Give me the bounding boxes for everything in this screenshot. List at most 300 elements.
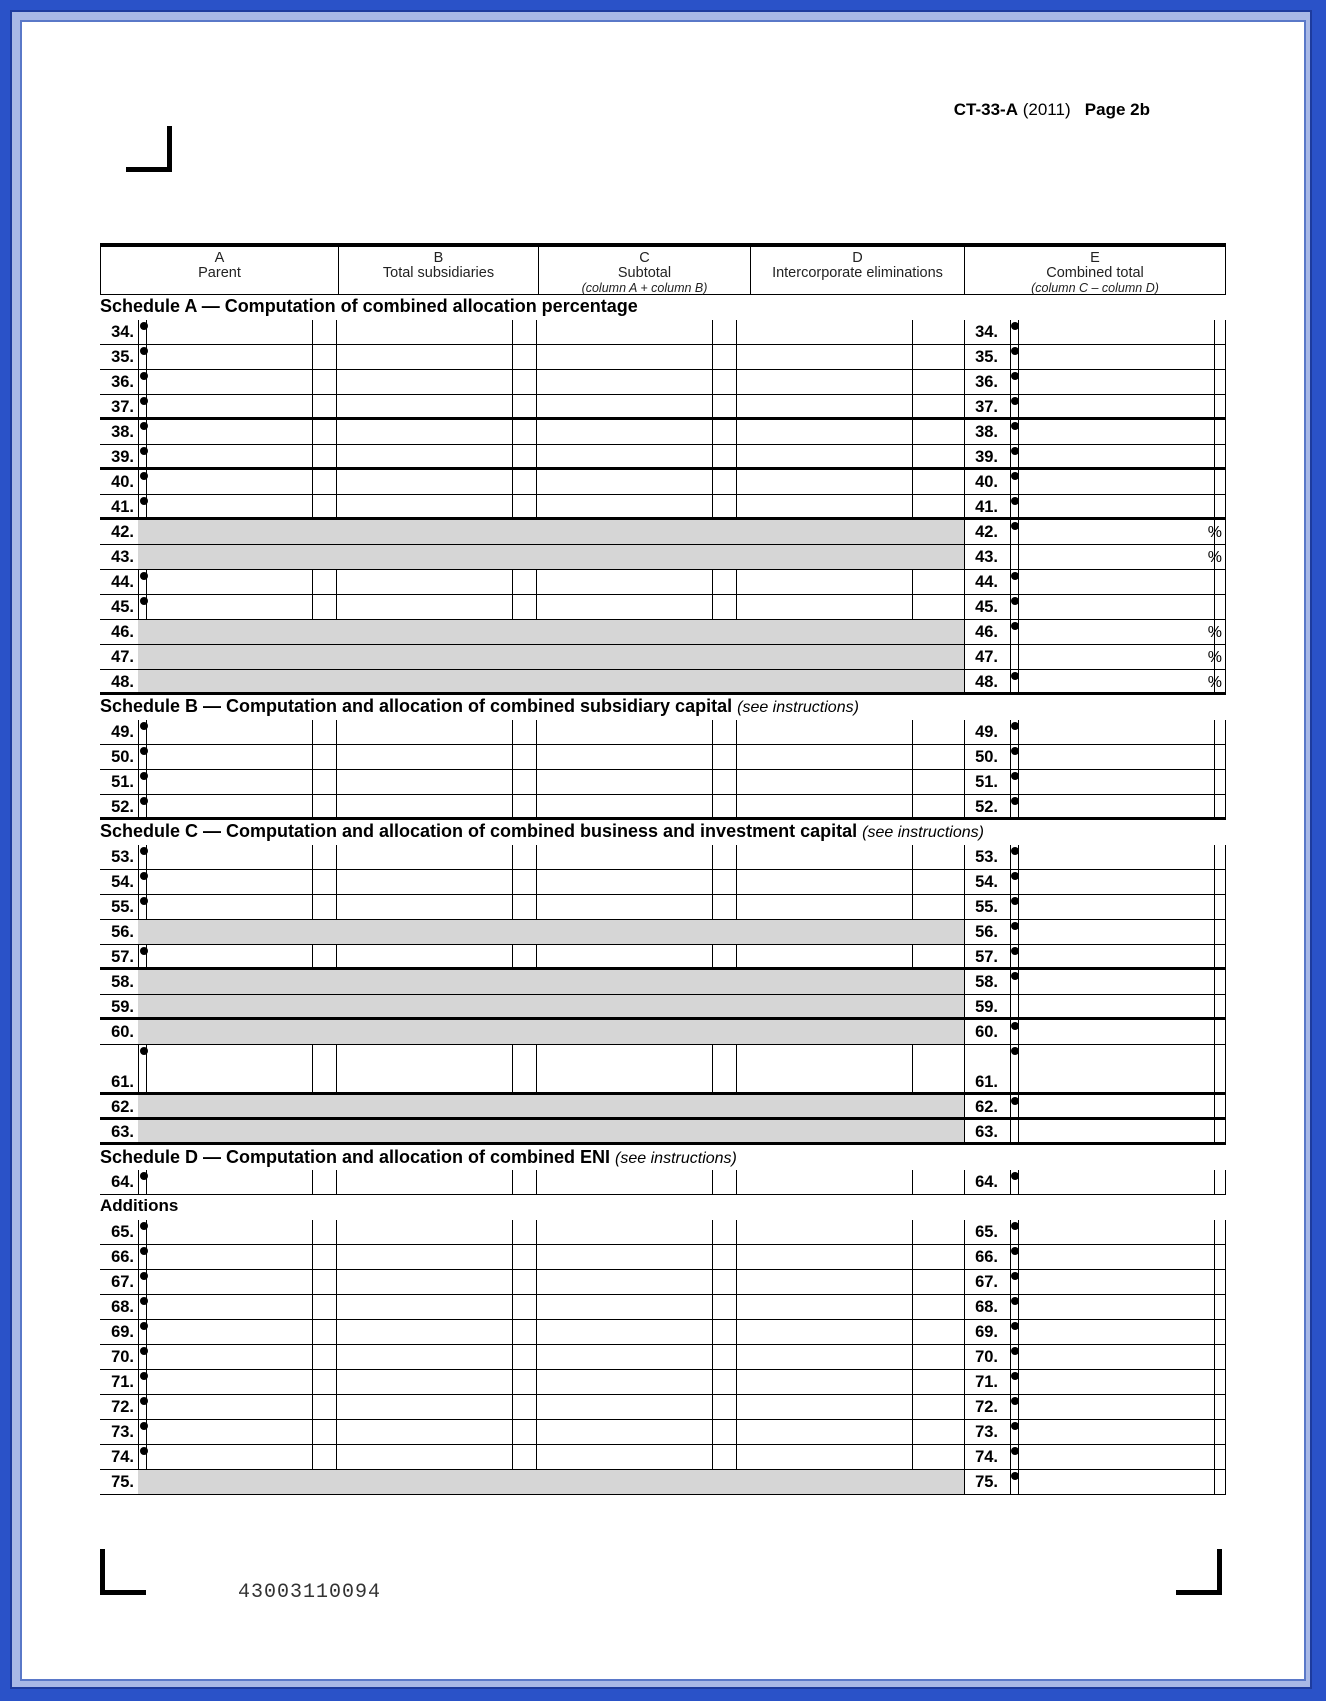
shaded-cell (138, 545, 964, 570)
cell-divider (712, 1170, 713, 1195)
entry-bullet-icon (1011, 897, 1019, 905)
column-label: Subtotal (617, 265, 672, 281)
schedule-b-title (100, 696, 859, 717)
line-59-row (100, 995, 1226, 1020)
cell-divider (912, 870, 913, 895)
entry-bullet-icon (1011, 372, 1019, 380)
cell-divider (736, 1445, 737, 1470)
entry-bullet-icon (140, 447, 148, 455)
cell-divider (1225, 545, 1226, 570)
cell-divider (312, 745, 313, 770)
cell-divider (536, 345, 537, 370)
cell-divider (1018, 645, 1019, 670)
entry-bullet-icon (140, 722, 148, 730)
cell-divider (1214, 1420, 1215, 1445)
line-number-a: 34. (111, 323, 134, 341)
cell-divider (138, 1445, 139, 1470)
cell-divider (736, 1295, 737, 1320)
entry-bullet-icon (1011, 1297, 1019, 1305)
cell-divider (712, 345, 713, 370)
line-number-a: 36. (111, 373, 134, 391)
row-rule (100, 1194, 1226, 1195)
cell-divider (512, 845, 513, 870)
column-letter: B (433, 250, 444, 266)
cell-divider (912, 420, 913, 445)
cell-divider (336, 1370, 337, 1395)
line-number-e: 54. (975, 873, 998, 891)
line-number-a: 38. (111, 423, 134, 441)
cell-divider (736, 1170, 737, 1195)
cell-divider (1225, 1270, 1226, 1295)
line-number-e: 48. (975, 673, 998, 691)
cell-divider (912, 1295, 913, 1320)
cell-divider (1010, 645, 1011, 670)
line-number-e: 73. (975, 1423, 998, 1441)
line-number-a: 73. (111, 1423, 134, 1441)
cell-divider (712, 595, 713, 620)
cell-divider (336, 420, 337, 445)
cell-divider (536, 320, 537, 345)
line-number-e: 51. (975, 773, 998, 791)
column-letter: E (1090, 250, 1100, 266)
cell-divider (1225, 845, 1226, 870)
line-number-a: 52. (111, 798, 134, 816)
line-number-a: 45. (111, 598, 134, 616)
line-47-row (100, 645, 1226, 670)
entry-bullet-icon (140, 347, 148, 355)
entry-bullet-icon (140, 497, 148, 505)
cell-divider (912, 320, 913, 345)
cell-divider (536, 1395, 537, 1420)
line-number-a: 67. (111, 1273, 134, 1291)
cell-divider (736, 1245, 737, 1270)
cell-divider (138, 1420, 139, 1445)
cell-divider (138, 1170, 139, 1195)
cell-divider (536, 1045, 537, 1095)
cell-divider (712, 370, 713, 395)
cell-divider (336, 720, 337, 745)
row-rule (100, 817, 1226, 820)
cell-divider (312, 1345, 313, 1370)
cell-divider (312, 870, 313, 895)
column-label: Total subsidiaries (382, 265, 495, 281)
cell-divider (736, 345, 737, 370)
cell-divider (512, 420, 513, 445)
cell-divider (912, 345, 913, 370)
entry-bullet-icon (1011, 497, 1019, 505)
cell-divider (1225, 745, 1226, 770)
cell-divider (712, 1445, 713, 1470)
line-number-a: 42. (111, 523, 134, 541)
entry-bullet-icon (1011, 1322, 1019, 1330)
line-44-row (100, 570, 1226, 595)
line-number-e: 68. (975, 1298, 998, 1316)
cell-divider (1214, 470, 1215, 495)
entry-bullet-icon (1011, 797, 1019, 805)
entry-bullet-icon (140, 872, 148, 880)
cell-divider (1214, 1395, 1215, 1420)
cell-divider (1225, 570, 1226, 595)
cell-divider (536, 470, 537, 495)
cell-divider (912, 1045, 913, 1095)
cell-divider (536, 870, 537, 895)
cell-divider (312, 1045, 313, 1095)
cell-divider (712, 895, 713, 920)
cell-divider (1214, 1220, 1215, 1245)
column-label: Intercorporate eliminations (772, 265, 943, 281)
entry-bullet-icon (1011, 447, 1019, 455)
cell-divider (312, 845, 313, 870)
line-35-row (100, 345, 1226, 370)
entry-bullet-icon (140, 397, 148, 405)
cell-divider (536, 1345, 537, 1370)
line-number-e: 60. (975, 1023, 998, 1041)
line-number-e: 46. (975, 623, 998, 641)
entry-bullet-icon (1011, 472, 1019, 480)
schedule-title-text: Schedule A — Computation of combined allocation percentage (100, 296, 638, 316)
entry-bullet-icon (1011, 722, 1019, 730)
line-43-row (100, 545, 1226, 570)
cell-divider (512, 1395, 513, 1420)
entry-bullet-icon (140, 1447, 148, 1455)
entry-bullet-icon (140, 1322, 148, 1330)
cell-divider (1225, 1045, 1226, 1095)
line-number-a: 43. (111, 548, 134, 566)
line-number-a: 47. (111, 648, 134, 666)
cell-divider (312, 320, 313, 345)
cell-divider (536, 1295, 537, 1320)
cell-divider (336, 1445, 337, 1470)
cell-divider (138, 1045, 139, 1095)
cell-divider (512, 570, 513, 595)
line-36-row (100, 370, 1226, 395)
cell-divider (912, 595, 913, 620)
entry-bullet-icon (140, 1397, 148, 1405)
cell-divider (736, 720, 737, 745)
cell-divider (1225, 420, 1226, 445)
cell-divider (336, 895, 337, 920)
cell-divider (536, 370, 537, 395)
line-number-a: 66. (111, 1248, 134, 1266)
cell-divider (138, 370, 139, 395)
cell-divider (712, 1420, 713, 1445)
entry-bullet-icon (140, 1047, 148, 1055)
entry-bullet-icon (140, 747, 148, 755)
line-number-e: 72. (975, 1398, 998, 1416)
schedule-note: (see instructions) (615, 1150, 737, 1167)
entry-bullet-icon (1011, 1047, 1019, 1055)
line-number-e: 55. (975, 898, 998, 916)
cell-divider (512, 1220, 513, 1245)
cell-divider (1214, 1020, 1215, 1045)
column-d-header (750, 247, 964, 294)
cell-divider (536, 570, 537, 595)
line-54-row (100, 870, 1226, 895)
line-number-a: 51. (111, 773, 134, 791)
cell-divider (1010, 545, 1011, 570)
cell-divider (1018, 545, 1019, 570)
cell-divider (536, 770, 537, 795)
line-number-e: 59. (975, 998, 998, 1016)
column-sublabel: (column C – column D) (1031, 281, 1159, 295)
cell-divider (1225, 620, 1226, 645)
cell-divider (1214, 320, 1215, 345)
line-number-a: 65. (111, 1223, 134, 1241)
cell-divider (336, 470, 337, 495)
cell-divider (138, 1320, 139, 1345)
cell-divider (1225, 645, 1226, 670)
cell-divider (512, 770, 513, 795)
line-51-row (100, 770, 1226, 795)
line-number-e: 71. (975, 1373, 998, 1391)
cell-divider (736, 370, 737, 395)
entry-bullet-icon (140, 947, 148, 955)
cell-divider (736, 770, 737, 795)
entry-bullet-icon (1011, 972, 1019, 980)
cell-divider (912, 1420, 913, 1445)
cell-divider (336, 320, 337, 345)
cell-divider (712, 870, 713, 895)
line-number-e: 67. (975, 1273, 998, 1291)
cell-divider (312, 570, 313, 595)
cell-divider (1214, 1445, 1215, 1470)
line-number-a: 41. (111, 498, 134, 516)
cell-divider (536, 1270, 537, 1295)
cell-divider (512, 1420, 513, 1445)
cell-divider (536, 1170, 537, 1195)
cell-divider (336, 1320, 337, 1345)
entry-bullet-icon (140, 1222, 148, 1230)
cell-divider (912, 720, 913, 745)
cell-divider (336, 595, 337, 620)
entry-bullet-icon (1011, 1422, 1019, 1430)
line-34-row (100, 320, 1226, 345)
entry-bullet-icon (1011, 872, 1019, 880)
schedule-title-text: Schedule B — Computation and allocation of combined subsidiary capital (100, 696, 733, 716)
cell-divider (712, 770, 713, 795)
registration-mark-bottom-left (100, 1549, 146, 1595)
cell-divider (1225, 320, 1226, 345)
cell-divider (336, 1220, 337, 1245)
cell-divider (138, 720, 139, 745)
cell-divider (1214, 1170, 1215, 1195)
cell-divider (1225, 1170, 1226, 1195)
cell-divider (312, 1170, 313, 1195)
cell-divider (312, 1420, 313, 1445)
line-number-e: 34. (975, 323, 998, 341)
line-number-e: 61. (975, 1073, 998, 1091)
line-number-a: 63. (111, 1123, 134, 1141)
line-number-a: 75. (111, 1473, 134, 1491)
cell-divider (512, 745, 513, 770)
cell-divider (912, 1445, 913, 1470)
cell-divider (1214, 370, 1215, 395)
cell-divider (536, 1370, 537, 1395)
line-55-row (100, 895, 1226, 920)
cell-divider (736, 1395, 737, 1420)
line-50-row (100, 745, 1226, 770)
line-number-e: 40. (975, 473, 998, 491)
cell-divider (712, 1395, 713, 1420)
cell-divider (1214, 1470, 1215, 1495)
cell-divider (712, 1270, 713, 1295)
cell-divider (736, 1370, 737, 1395)
cell-divider (1225, 595, 1226, 620)
cell-divider (138, 470, 139, 495)
cell-divider (712, 1220, 713, 1245)
entry-bullet-icon (140, 897, 148, 905)
cell-divider (1225, 720, 1226, 745)
cell-divider (336, 1295, 337, 1320)
line-number-a: 40. (111, 473, 134, 491)
cell-divider (712, 1045, 713, 1095)
line-number-a: 70. (111, 1348, 134, 1366)
cell-divider (712, 845, 713, 870)
cell-divider (736, 870, 737, 895)
cell-divider (336, 1045, 337, 1095)
cell-divider (312, 370, 313, 395)
line-number-e: 39. (975, 448, 998, 466)
cell-divider (1214, 920, 1215, 945)
cell-divider (536, 1445, 537, 1470)
cell-divider (312, 1220, 313, 1245)
cell-divider (1225, 370, 1226, 395)
cell-divider (1225, 1295, 1226, 1320)
entry-bullet-icon (140, 1297, 148, 1305)
cell-divider (736, 745, 737, 770)
cell-divider (1225, 1320, 1226, 1345)
cell-divider (712, 470, 713, 495)
cell-divider (736, 1420, 737, 1445)
cell-divider (712, 1370, 713, 1395)
column-a-header (100, 247, 338, 294)
line-39-row (100, 445, 1226, 470)
cell-divider (312, 1370, 313, 1395)
cell-divider (336, 770, 337, 795)
cell-divider (512, 870, 513, 895)
entry-bullet-icon (140, 372, 148, 380)
cell-divider (1214, 970, 1215, 995)
row-rule (100, 1494, 1226, 1495)
cell-divider (912, 1345, 913, 1370)
entry-bullet-icon (140, 1247, 148, 1255)
cell-divider (336, 845, 337, 870)
line-number-a: 56. (111, 923, 134, 941)
percent-sign: % (1207, 549, 1222, 566)
entry-bullet-icon (1011, 922, 1019, 930)
cell-divider (1225, 1020, 1226, 1045)
cell-divider (1214, 1295, 1215, 1320)
cell-divider (312, 1295, 313, 1320)
column-letter: A (214, 250, 225, 266)
line-number-a: 37. (111, 398, 134, 416)
page-number: Page 2b (1084, 100, 1150, 119)
line-number-a: 46. (111, 623, 134, 641)
schedule-note: (see instructions) (862, 824, 984, 841)
cell-divider (1214, 1270, 1215, 1295)
line-38-row (100, 420, 1226, 445)
entry-bullet-icon (140, 1347, 148, 1355)
line-number-a: 68. (111, 1298, 134, 1316)
line-69-row (100, 1320, 1226, 1345)
cell-divider (912, 1170, 913, 1195)
line-60-row (100, 1020, 1226, 1045)
cell-divider (138, 570, 139, 595)
cell-divider (1225, 345, 1226, 370)
line-number-a: 57. (111, 948, 134, 966)
entry-bullet-icon (140, 847, 148, 855)
cell-divider (512, 320, 513, 345)
cell-divider (138, 345, 139, 370)
line-number-e: 69. (975, 1323, 998, 1341)
cell-divider (912, 570, 913, 595)
line-number-e: 57. (975, 948, 998, 966)
entry-bullet-icon (1011, 1347, 1019, 1355)
cell-divider (336, 1170, 337, 1195)
schedule-title-text: Schedule C — Computation and allocation of combined business and investment capital (100, 821, 858, 841)
cell-divider (1214, 1045, 1215, 1095)
cell-divider (736, 1320, 737, 1345)
form-number: CT-33-A (953, 100, 1018, 119)
cell-divider (1214, 570, 1215, 595)
cell-divider (1214, 345, 1215, 370)
cell-divider (1225, 770, 1226, 795)
line-number-e: 41. (975, 498, 998, 516)
cell-divider (712, 1320, 713, 1345)
cell-divider (512, 1370, 513, 1395)
cell-divider (512, 895, 513, 920)
cell-divider (712, 570, 713, 595)
cell-divider (138, 1370, 139, 1395)
line-73-row (100, 1420, 1226, 1445)
cell-divider (512, 345, 513, 370)
cell-divider (138, 770, 139, 795)
cell-divider (138, 1220, 139, 1245)
cell-divider (512, 1295, 513, 1320)
cell-divider (1214, 845, 1215, 870)
line-number-e: 58. (975, 973, 998, 991)
cell-divider (536, 745, 537, 770)
cell-divider (1225, 1220, 1226, 1245)
column-c-header (538, 247, 750, 294)
line-53-row (100, 845, 1226, 870)
cell-divider (712, 1245, 713, 1270)
entry-bullet-icon (1011, 622, 1019, 630)
cell-divider (312, 1395, 313, 1420)
cell-divider (1225, 1345, 1226, 1370)
line-48-row (100, 670, 1226, 695)
line-number-a: 74. (111, 1448, 134, 1466)
cell-divider (336, 1270, 337, 1295)
row-rule (100, 1142, 1226, 1145)
cell-divider (336, 745, 337, 770)
cell-divider (912, 370, 913, 395)
row-rule (100, 692, 1226, 695)
percent-sign: % (1207, 674, 1222, 691)
cell-divider (912, 1370, 913, 1395)
line-number-a: 53. (111, 848, 134, 866)
cell-divider (912, 895, 913, 920)
entry-bullet-icon (1011, 747, 1019, 755)
cell-divider (312, 1245, 313, 1270)
line-37-row (100, 395, 1226, 420)
cell-divider (336, 345, 337, 370)
entry-bullet-icon (1011, 1272, 1019, 1280)
cell-divider (312, 720, 313, 745)
cell-divider (536, 595, 537, 620)
cell-divider (1214, 770, 1215, 795)
entry-bullet-icon (140, 1372, 148, 1380)
